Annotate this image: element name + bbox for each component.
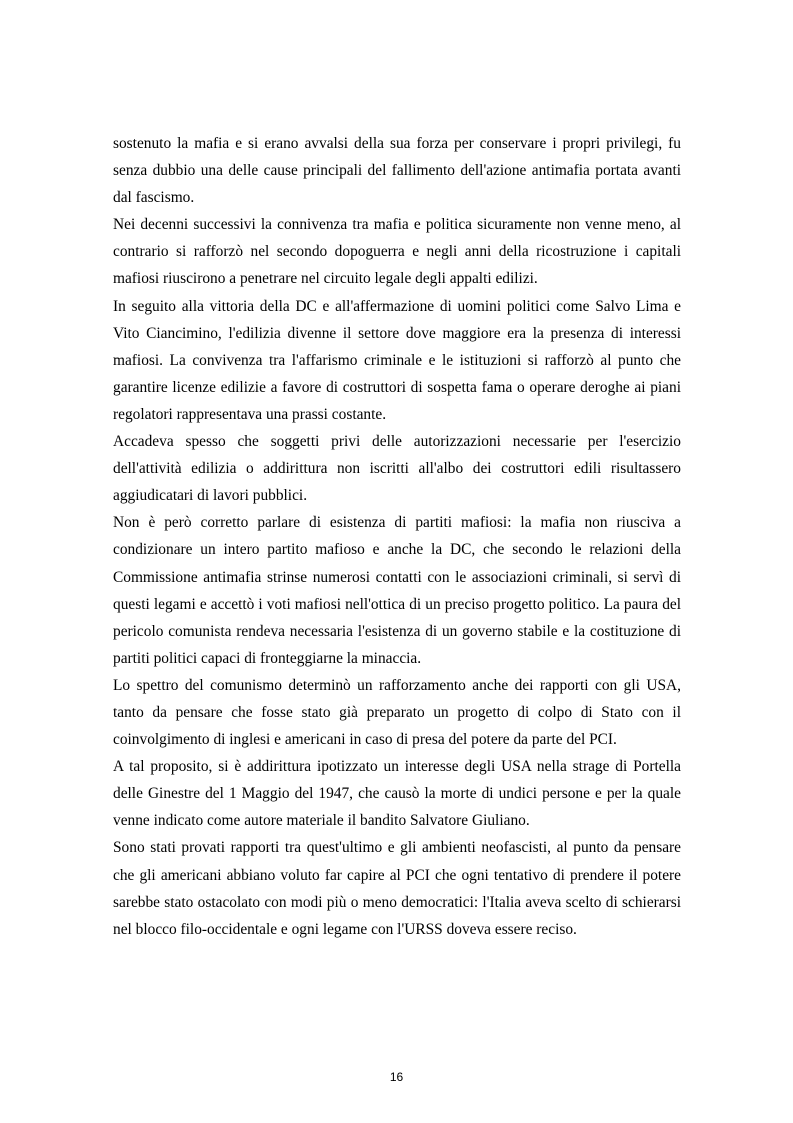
paragraph: Accadeva spesso che soggetti privi delle autorizzazioni necessarie per l'esercizio dell'attività edilizia o addirittura non iscritti all'albo dei costruttori edili risultassero aggiudicatari di lavori pubblici. bbox=[113, 433, 681, 505]
paragraph: Non è però corretto parlare di esistenza di partiti mafiosi: la mafia non riusciva a condizionare un intero partito mafioso e anche la DC, che secondo le relazioni della Commissione antimafia strinse numerosi contatti con le associazioni criminali, si servì di questi legami e accettò i voti mafiosi nell'ottica di un preciso progetto politico. La paura del pericolo comunista rendeva necessaria l'esistenza di un governo stabile e la costituzione di partiti politici capaci di fronteggiarne la minaccia. bbox=[113, 514, 681, 667]
paragraph: In seguito alla vittoria della DC e all'affermazione di uomini politici come Salvo Lima e Vito Ciancimino, l'edilizia divenne il settore dove maggiore era la presenza di interessi mafiosi. La convivenza tra l'affarismo criminale e le istituzioni si rafforzò al punto che garantire licenze edilizie a favore di costruttori di sospetta fama o operare deroghe ai piani regolatori rappresentava una prassi costante. bbox=[113, 297, 681, 423]
paragraph: Sono stati provati rapporti tra quest'ultimo e gli ambienti neofascisti, al punto da pensare che gli americani abbiano voluto far capire al PCI che ogni tentativo di prendere il potere sarebbe stato ostacolato con modi più o meno democratici: l'Italia aveva scelto di schierarsi nel blocco filo-occidentale e ogni legame con l'URSS doveva essere reciso. bbox=[113, 839, 681, 938]
paragraph: sostenuto la mafia e si erano avvalsi della sua forza per conservare i propri privilegi, fu senza dubbio una delle cause principali del fallimento dell'azione antimafia portata avanti dal fascismo. bbox=[113, 135, 681, 207]
paragraph: Lo spettro del comunismo determinò un rafforzamento anche dei rapporti con gli USA, tanto da pensare che fosse stato già preparato un progetto di colpo di Stato con il coinvolgimento di inglesi e americani in caso di presa del potere da parte del PCI. bbox=[113, 676, 681, 749]
page-number: 16 bbox=[389, 1070, 404, 1084]
body-text bbox=[113, 130, 681, 943]
paragraph: Nei decenni successivi la connivenza tra mafia e politica sicuramente non venne meno, al contrario si rafforzò nel secondo dopoguerra e negli anni della ricostruzione i capitali mafiosi riuscirono a penetrare nel circuito legale degli appalti edilizi. bbox=[113, 216, 681, 288]
paragraph: A tal proposito, si è addirittura ipotizzato un interesse degli USA nella strage di Portella delle Ginestre del 1 Maggio del 1947, che causò la morte di undici persone e per la quale venne indicato come autore materiale il bandito Salvatore Giuliano. bbox=[113, 758, 681, 830]
